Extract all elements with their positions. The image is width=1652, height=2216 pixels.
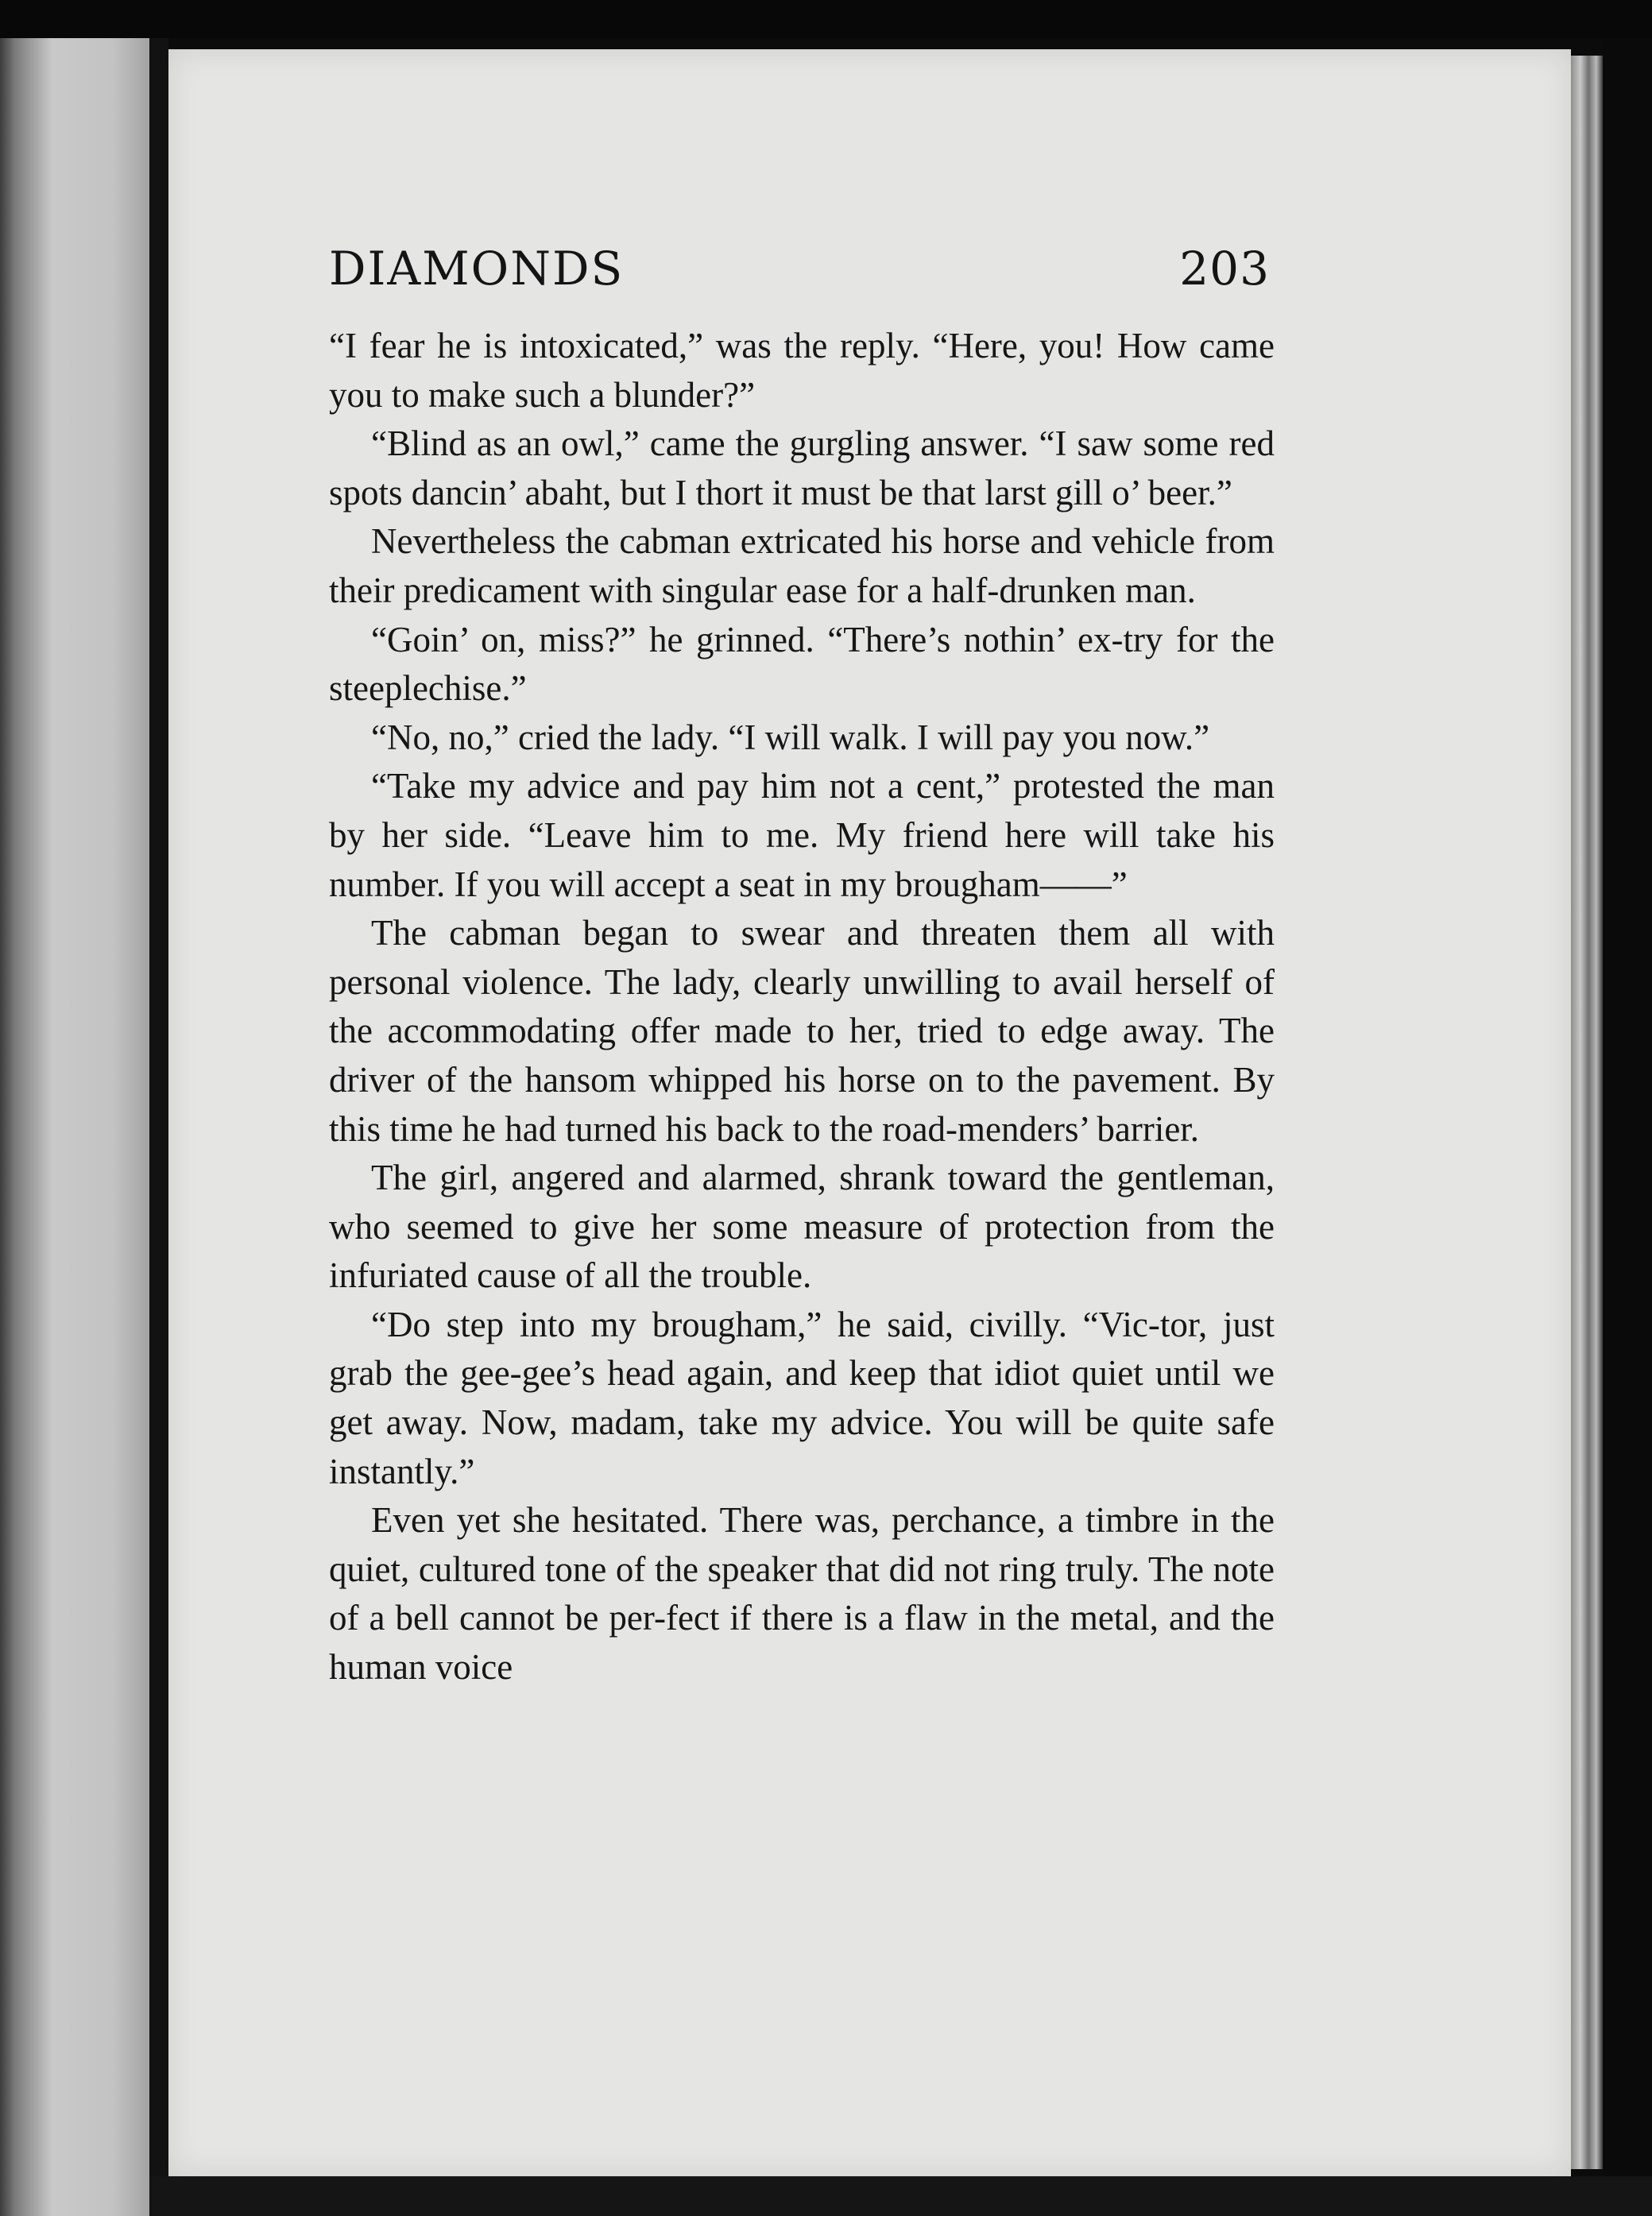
facing-page-edge — [0, 38, 149, 2216]
page-number: 203 — [1179, 242, 1270, 296]
scan-bottom-border — [149, 2176, 1652, 2216]
paragraph: “Goin’ on, miss?” he grinned. “There’s nothin’ ex-try for the steeplechise.” — [329, 619, 1275, 709]
scan-right-border — [1603, 38, 1652, 2216]
running-head — [329, 242, 1270, 313]
paragraph: The girl, angered and alarmed, shrank toward the gentleman, who seemed to give her some measure of protection from the infuriated cause of all the trouble. — [329, 1158, 1275, 1296]
page-fore-edge — [1571, 56, 1603, 2169]
paragraph: “Do step into my brougham,” he said, civilly. “Vic-tor, just grab the gee-gee’s head again, and keep that idiot quiet until we get away. Now, madam, take my advice. You will be quite safe instantly.” — [329, 1304, 1275, 1491]
paragraph: “No, no,” cried the lady. “I will walk. I will pay you now.” — [371, 717, 1210, 757]
paragraph: “Take my advice and pay him not a cent,” protested the man by her side. “Leave him to me. My friend here will take his number. If you will accept a seat in my brougham——” — [329, 766, 1275, 904]
paragraph: “Blind as an owl,” came the gurgling answer. “I saw some red spots dancin’ abaht, but I thort it must be that larst gill o’ beer.” — [329, 423, 1275, 512]
book-gutter — [149, 38, 168, 2216]
paragraph: Nevertheless the cabman extricated his horse and vehicle from their predicament with singular ease for a half-drunken man. — [329, 521, 1275, 610]
running-title: DIAMONDS — [329, 242, 625, 296]
scan-top-border — [0, 0, 1652, 38]
paragraph: “I fear he is intoxicated,” was the reply. “Here, you! How came you to make such a blunder?” — [329, 326, 1275, 415]
paragraph: The cabman began to swear and threaten them all with personal violence. The lady, clearly unwilling to avail herself of the accommodating offer made to her, tried to edge away. The driver of the hansom whipped his horse on to the pavement. By this time he had turned his back to the road-menders’ barrier. — [329, 913, 1275, 1149]
body-text — [329, 322, 1275, 1692]
paragraph: Even yet she hesitated. There was, perchance, a timbre in the quiet, cultured tone of the speaker that did not ring truly. The note of a bell cannot be per-fect if there is a flaw in the metal, and the human voice — [329, 1500, 1275, 1688]
